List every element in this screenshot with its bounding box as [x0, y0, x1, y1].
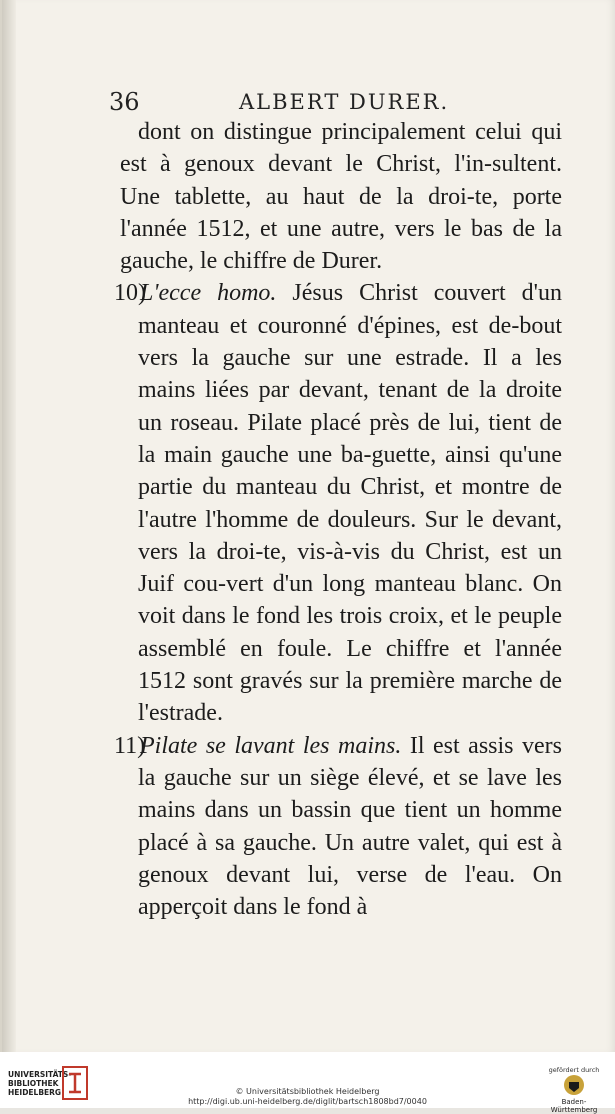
source-url[interactable]: http://digi.ub.uni-heidelberg.de/diglit/bartsch1808bd7/0040 [188, 1097, 427, 1106]
sponsor-label: gefördert durch [548, 1066, 600, 1074]
catalogue-entry-11 [114, 730, 562, 924]
sponsor-name: Baden-Württemberg [550, 1098, 598, 1114]
footer-bar [0, 1052, 615, 1114]
sponsor-block [539, 1066, 609, 1114]
catalogue-entry-10 [114, 277, 563, 729]
entry-description: Jésus Christ couvert d'un manteau et couronné d'épines, est de-bout vers la gauche sur une estrade. Il a les mains liées par devant, tenant de la droite un roseau. Pilate placé près de lui, tient de la main gauche une ba-guette, ainsi qu'une partie du manteau du Christ, et montre de l'autre l'homme de douleurs. Sur le devant, vers la droi-te, vis-à-vis du Christ, est un Juif cou-vert d'un long manteau blanc. On voit dans le fond les trois croix, et le peuple assemblé en foule. Le chiffre et l'année 1512 sont gravés sur la première marche de l'estrade. [138, 280, 563, 727]
library-name-text: UNIVERSITÄTS- BIBLIOTHEK HEIDELBERG [8, 1070, 72, 1097]
entry-title: L'ecce homo. [140, 280, 277, 307]
entry-number: 11) [114, 732, 146, 759]
page-text [114, 116, 563, 923]
entry-number: 10) [114, 280, 146, 307]
state-seal-icon [562, 1074, 586, 1096]
page-spine-shadow [2, 0, 16, 1052]
continued-paragraph: dont on distingue principalement celui qui est à genoux devant le Christ, l'in-sultent. Une tablette, au haut de la droi-te, porte l'année 1512, et une autre, vers le bas de la gauche, le chiffre de Durer. [120, 119, 562, 275]
copyright-notice: © Universitätsbibliothek Heidelberg [235, 1087, 380, 1096]
entry-description: Il est assis vers la gauche sur un siège élevé, et se lave les mains dans un bassin que tient un homme placé à sa gauche. Un autre valet, qui est à genoux devant lui, verse de l'eau. On apperçoit dans le fond à [138, 732, 562, 921]
page-number: 36 [109, 88, 140, 116]
entry-title: Pilate se lavant les mains. [140, 732, 402, 759]
running-head: ALBERT DURER. [239, 90, 450, 114]
